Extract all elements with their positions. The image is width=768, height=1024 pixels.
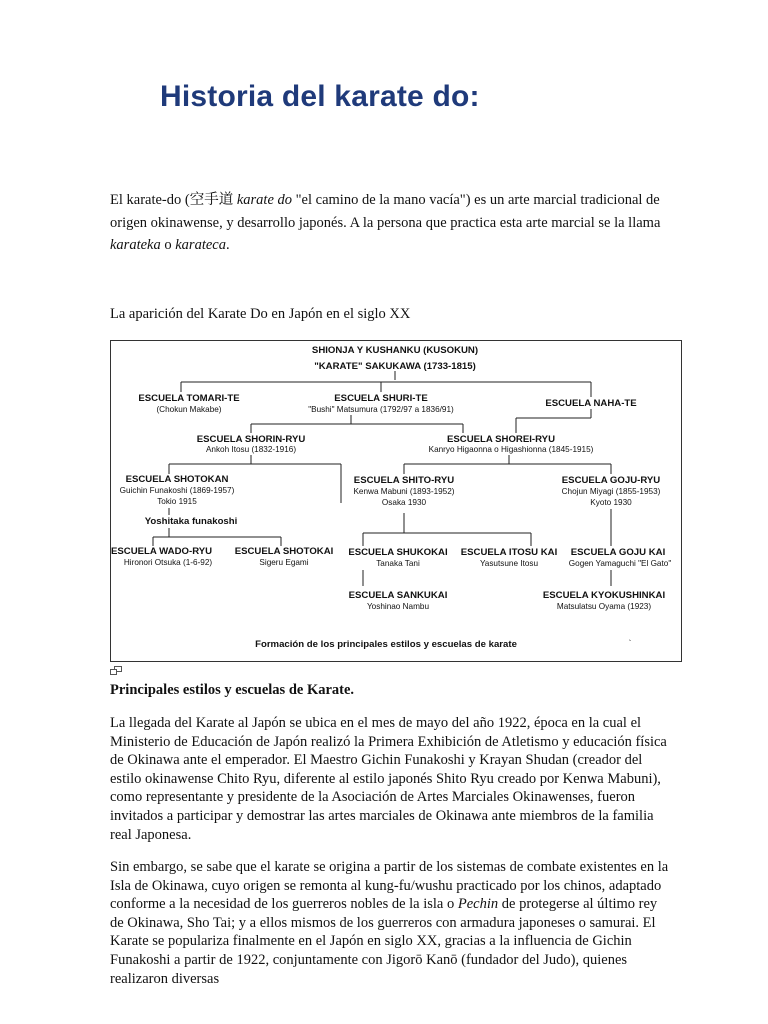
node-kyokushinkai-sub: Matsulatsu Oyama (1923)	[556, 602, 652, 611]
node-yoshitaka: Yoshitaka funakoshi	[144, 516, 238, 527]
node-shito-ryu-sub: Kenwa Mabuni (1893-1952)	[353, 487, 455, 496]
diagram-caption: Formación de los principales estilos y escuelas de karate	[255, 639, 517, 650]
root-node-sub: "KARATE" SAKUKAWA (1733-1815)	[314, 361, 476, 372]
paragraph-2: Sin embargo, se sabe que el karate se origina a partir de los sistemas de combate existentes en la Isla de Okinawa, cuyo origen se remonta al kung-fu/wushu practicado por los chinos, adaptado conforme a la necesidad de los guerreros nobles de la isla o Pechin de protegerse al último rey de Okinawa, Sho Tai; y a ellos mismos de los guerreros con armadura japoneses o samurai. El Karate se populariza finalmente en el Japón en siglo XX, gracias a la influencia de Gichin Funakoshi a partir de 1922, conjuntamente con Jigorō Kanō (fundador del Judo), quienes realizaron diversas	[110, 859, 669, 987]
node-shorin-ryu-sub: Ankoh Itosu (1832-1916)	[205, 445, 297, 454]
diagram-mark: `	[628, 639, 632, 648]
intro-paragraph: El karate-do (空手道 karate do "el camino de la mano vacía") es un arte marcial tradicional de origen okinawense, y desarrollo japonés. A la persona que practica esta arte marcial se la llama karateka o karateca.	[110, 192, 661, 253]
node-tomari-te: ESCUELA TOMARI-TE	[138, 393, 240, 404]
node-goju-ryu-sub: Chojun Miyagi (1855-1953)	[561, 487, 661, 496]
node-wado-ryu-sub: Hironori Otsuka (1-6-92)	[123, 558, 213, 567]
node-shito-ryu-sub2: Osaka 1930	[381, 498, 427, 507]
root-node: SHIONJA Y KUSHANKU (KUSOKUN)	[311, 345, 479, 356]
node-itosu-kai: ESCUELA ITOSU KAI	[460, 547, 558, 558]
karate-lineage-diagram	[110, 340, 682, 662]
node-goju-kai: ESCUELA GOJU KAI	[570, 547, 666, 558]
node-naha-te: ESCUELA NAHA-TE	[545, 398, 637, 409]
node-shorei-ryu: ESCUELA SHOREI-RYU	[446, 434, 556, 445]
node-tomari-te-sub: (Chokun Makabe)	[156, 405, 222, 414]
node-wado-ryu: ESCUELA WADO-RYU	[111, 546, 213, 557]
node-shotokan-sub2: Tokio 1915	[157, 497, 197, 506]
node-goju-ryu-sub2: Kyoto 1930	[590, 498, 632, 507]
node-shotokai-sub: Sigeru Egami	[259, 558, 309, 567]
node-sankukai-sub: Yoshinao Nambu	[366, 602, 430, 611]
node-goju-kai-sub: Gogen Yamaguchi "El Gato"	[568, 559, 672, 568]
node-shotokan-sub: Guichin Funakoshi (1869-1957)	[119, 486, 235, 495]
node-sankukai: ESCUELA SANKUKAI	[348, 590, 448, 601]
page-title: Historia del karate do:	[160, 80, 480, 113]
node-shuri-te: ESCUELA SHURI-TE	[334, 393, 428, 404]
node-goju-ryu: ESCUELA GOJU-RYU	[561, 475, 661, 486]
section-heading: Principales estilos y escuelas de Karate.	[110, 682, 355, 698]
node-shito-ryu: ESCUELA SHITO-RYU	[353, 475, 455, 486]
node-shuri-te-sub: "Bushi" Matsumura (1792/97 a 1836/91)	[308, 405, 454, 414]
node-shorin-ryu: ESCUELA SHORIN-RYU	[196, 434, 306, 445]
node-shotokan: ESCUELA SHOTOKAN	[125, 474, 229, 485]
node-shukokai: ESCUELA SHUKOKAI	[348, 547, 448, 558]
paragraph-1: La llegada del Karate al Japón se ubica en el mes de mayo del año 1922, época en la cual el Ministerio de Educación de Japón realizó la Primera Exhibición de Atletismo y educación física de Okinawa ante el emperador. El Maestro Gichin Funakoshi y Krayan Shudan (creador del estilo okinawense Chito Ryu, diferente al estilo japonés Shito Ryu creado por Kenwa Mabuni), como representante y presidente de la Asociación de Artes Marciales Okinawenses, fueron invitados a participar y demostrar las artes marciales de Okinawa ante miembros de la familia real Japonesa.	[110, 715, 667, 843]
node-shukokai-sub: Tanaka Tani	[376, 559, 420, 568]
diagram-intro-line: La aparición del Karate Do en Japón en el siglo XX	[110, 306, 411, 322]
node-shorei-ryu-sub: Kanryo Higaonna o Higashionna (1845-1915)	[428, 445, 594, 454]
image-resize-icon[interactable]	[110, 666, 122, 675]
node-itosu-kai-sub: Yasutsune Itosu	[479, 559, 539, 568]
node-shotokai: ESCUELA SHOTOKAI	[234, 546, 334, 557]
node-kyokushinkai: ESCUELA KYOKUSHINKAI	[542, 590, 666, 601]
